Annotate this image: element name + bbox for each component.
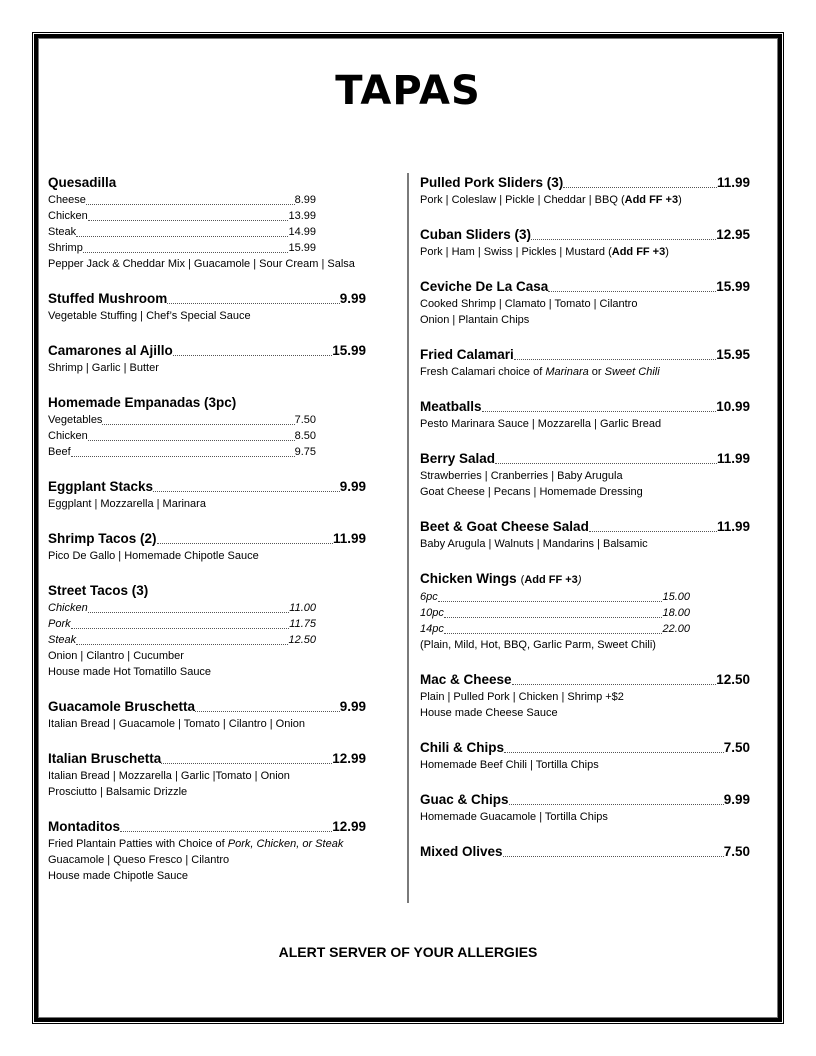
menu-item-montaditos xyxy=(48,818,393,884)
item-description: Onion | Plantain Chips xyxy=(420,314,530,326)
option-price: 15.00 xyxy=(662,591,690,603)
menu-item-guac-and-chips xyxy=(420,791,750,825)
option-label: 14pc xyxy=(420,623,444,635)
item-description: Baby Arugula | Walnuts | Mandarins | Balsamic xyxy=(420,538,648,550)
item-price: 7.50 xyxy=(723,740,750,755)
item-description xyxy=(420,244,750,260)
item-name: Mixed Olives xyxy=(420,844,503,859)
dot-leader xyxy=(153,490,340,492)
option-row xyxy=(48,412,316,428)
item-description: Italian Bread | Mozzarella | Garlic |Tomato | Onion xyxy=(48,770,290,782)
option-label: Chicken xyxy=(48,602,88,614)
item-name: Cuban Sliders (3) xyxy=(420,227,532,242)
item-description xyxy=(48,836,393,852)
menu-item-eggplant-stacks xyxy=(48,478,393,512)
description-italic: Sweet Chili xyxy=(604,366,660,378)
item-price: 12.50 xyxy=(716,672,750,687)
option-row xyxy=(48,444,316,460)
option-price: 18.00 xyxy=(662,607,690,619)
option-price: 11.75 xyxy=(289,618,316,630)
add-fries-note: Add FF +3 xyxy=(624,194,679,206)
option-label: Pork xyxy=(48,618,71,630)
description-text: Pork | Coleslaw | Pickle | Cheddar | BBQ ( xyxy=(420,194,625,206)
item-name: Quesadilla xyxy=(48,175,117,190)
dot-leader xyxy=(120,830,332,832)
option-price: 13.99 xyxy=(288,210,316,222)
menu-item-chili-and-chips xyxy=(420,739,750,773)
item-price: 9.99 xyxy=(339,479,366,494)
item-name: Camarones al Ajillo xyxy=(48,343,173,358)
menu-item-berry-salad xyxy=(420,450,750,500)
option-price: 15.99 xyxy=(288,242,316,254)
dot-leader xyxy=(173,354,332,356)
left-column xyxy=(48,174,393,902)
option-label: Beef xyxy=(48,446,71,458)
option-price: 11.00 xyxy=(289,602,316,614)
item-name: Street Tacos (3) xyxy=(48,583,149,598)
dot-leader xyxy=(88,611,290,613)
item-description: Pepper Jack & Cheddar Mix | Guacamole | Sour Cream | Salsa xyxy=(48,258,355,270)
option-row xyxy=(48,208,316,224)
item-price: 12.99 xyxy=(332,819,366,834)
item-name: Fried Calamari xyxy=(420,347,514,362)
note-text: Add FF +3 xyxy=(524,574,578,586)
item-description: Homemade Guacamole | Tortilla Chips xyxy=(420,811,608,823)
item-name: Homemade Empanadas (3pc) xyxy=(48,395,237,410)
menu-item-chicken-wings xyxy=(420,570,750,653)
menu-item-quesadilla xyxy=(48,174,393,272)
option-label: Steak xyxy=(48,634,77,646)
dot-leader xyxy=(438,600,663,602)
option-label: Chicken xyxy=(48,430,88,442)
menu-item-cuban-sliders xyxy=(420,226,750,260)
column-divider xyxy=(407,173,409,903)
option-label: Vegetables xyxy=(48,414,103,426)
item-name: Stuffed Mushroom xyxy=(48,291,168,306)
dot-leader xyxy=(157,542,333,544)
description-italic: Marinara xyxy=(545,366,589,378)
dot-leader xyxy=(514,358,716,360)
menu-title: TAPAS xyxy=(335,68,481,114)
item-price: 11.99 xyxy=(716,519,750,534)
item-description: Vegetable Stuffing | Chef’s Special Sauce xyxy=(48,310,251,322)
description-text: Fresh Calamari choice of xyxy=(420,366,546,378)
option-row xyxy=(48,192,316,208)
item-name: Eggplant Stacks xyxy=(48,479,154,494)
option-row xyxy=(48,224,316,240)
menu-item-meatballs xyxy=(420,398,750,432)
item-price: 9.99 xyxy=(339,291,366,306)
item-description: Prosciutto | Balsamic Drizzle xyxy=(48,786,188,798)
item-price: 7.50 xyxy=(723,844,750,859)
item-name: Ceviche De La Casa xyxy=(420,279,549,294)
dot-leader xyxy=(86,203,295,205)
item-price: 15.99 xyxy=(332,343,366,358)
menu-item-guacamole-bruschetta xyxy=(48,698,393,732)
item-name: Guac & Chips xyxy=(420,792,509,807)
item-name: Beet & Goat Cheese Salad xyxy=(420,519,589,534)
item-name: Chili & Chips xyxy=(420,740,504,755)
option-row xyxy=(420,589,690,605)
item-description: Shrimp | Garlic | Butter xyxy=(48,362,159,374)
note-paren: ( xyxy=(520,574,525,586)
dot-leader xyxy=(504,751,724,753)
option-label: Cheese xyxy=(48,194,86,206)
item-description xyxy=(420,364,750,380)
option-price: 14.99 xyxy=(288,226,316,238)
item-description: House made Hot Tomatillo Sauce xyxy=(48,666,212,678)
option-row xyxy=(48,600,316,616)
dot-leader xyxy=(88,219,289,221)
add-fries-note: Add FF +3 xyxy=(611,246,666,258)
item-description: House made Chipotle Sauce xyxy=(48,870,189,882)
description-text: Pork | Ham | Swiss | Pickles | Mustard ( xyxy=(420,246,612,258)
option-price: 9.75 xyxy=(294,446,316,458)
item-description: House made Cheese Sauce xyxy=(420,707,558,719)
option-price: 7.50 xyxy=(294,414,316,426)
item-price: 15.95 xyxy=(716,347,750,362)
option-price: 12.50 xyxy=(288,634,316,646)
menu-item-shrimp-tacos xyxy=(48,530,393,564)
item-name: Chicken Wings xyxy=(420,571,517,586)
menu-item-street-tacos xyxy=(48,582,393,680)
menu-item-beet-goat-cheese-salad xyxy=(420,518,750,552)
description-text: Fried Plantain Patties with Choice of xyxy=(48,838,228,850)
option-price: 8.99 xyxy=(294,194,316,206)
option-price: 22.00 xyxy=(662,623,690,635)
dot-leader xyxy=(76,643,288,645)
item-name: Montaditos xyxy=(48,819,120,834)
note-paren: ) xyxy=(577,574,582,586)
item-description: Pesto Marinara Sauce | Mozzarella | Garlic Bread xyxy=(420,418,662,430)
dot-leader xyxy=(71,627,290,629)
dot-leader xyxy=(548,290,716,292)
menu-item-empanadas xyxy=(48,394,393,460)
description-text: ) xyxy=(665,246,669,258)
menu-item-mixed-olives xyxy=(420,843,750,861)
option-row xyxy=(420,605,690,621)
dot-leader xyxy=(509,803,724,805)
option-row xyxy=(420,621,690,637)
item-description: (Plain, Mild, Hot, BBQ, Garlic Parm, Sweet Chili) xyxy=(420,639,656,651)
item-price: 15.99 xyxy=(716,279,750,294)
item-description: Homemade Beef Chili | Tortilla Chips xyxy=(420,759,599,771)
item-description: Eggplant | Mozzarella | Marinara xyxy=(48,498,206,510)
dot-leader xyxy=(589,530,717,532)
item-description: Pico De Gallo | Homemade Chipotle Sauce xyxy=(48,550,259,562)
option-row xyxy=(48,240,316,256)
item-description: Strawberries | Cranberries | Baby Arugula xyxy=(420,470,623,482)
menu-item-camarones xyxy=(48,342,393,376)
menu-item-mac-and-cheese xyxy=(420,671,750,721)
item-name: Shrimp Tacos (2) xyxy=(48,531,157,546)
option-row xyxy=(48,616,316,632)
option-label: 6pc xyxy=(420,591,438,603)
menu-item-ceviche xyxy=(420,278,750,328)
item-name: Italian Bruschetta xyxy=(48,751,162,766)
item-price: 11.99 xyxy=(716,451,750,466)
add-fries-note xyxy=(521,571,582,589)
item-price: 9.99 xyxy=(339,699,366,714)
dot-leader xyxy=(167,302,339,304)
item-name: Meatballs xyxy=(420,399,482,414)
item-price: 11.99 xyxy=(716,175,750,190)
item-description: Italian Bread | Guacamole | Tomato | Cilantro | Onion xyxy=(48,718,306,730)
description-text: or xyxy=(588,366,605,378)
menu-item-fried-calamari xyxy=(420,346,750,380)
dot-leader xyxy=(482,410,717,412)
description-italic: Pork, Chicken, or Steak xyxy=(227,838,344,850)
item-name: Mac & Cheese xyxy=(420,672,512,687)
item-description: Onion | Cilantro | Cucumber xyxy=(48,650,184,662)
allergy-notice: ALERT SERVER OF YOUR ALLERGIES xyxy=(278,944,538,960)
dot-leader xyxy=(512,683,717,685)
item-price: 12.95 xyxy=(716,227,750,242)
item-name: Pulled Pork Sliders (3) xyxy=(420,175,564,190)
dot-leader xyxy=(71,455,295,457)
dot-leader xyxy=(76,235,288,237)
menu-item-stuffed-mushroom xyxy=(48,290,393,324)
dot-leader xyxy=(88,439,295,441)
dot-leader xyxy=(195,710,340,712)
right-column xyxy=(420,174,750,879)
description-text: ) xyxy=(678,194,682,206)
item-description: Guacamole | Queso Fresco | Cilantro xyxy=(48,854,230,866)
dot-leader xyxy=(563,186,717,188)
dot-leader xyxy=(161,762,332,764)
dot-leader xyxy=(495,462,717,464)
dot-leader xyxy=(444,616,663,618)
dot-leader xyxy=(503,855,724,857)
option-label: Shrimp xyxy=(48,242,83,254)
option-label: 10pc xyxy=(420,607,444,619)
item-name: Berry Salad xyxy=(420,451,496,466)
option-price: 8.50 xyxy=(294,430,316,442)
menu-item-pulled-pork-sliders xyxy=(420,174,750,208)
option-row xyxy=(48,632,316,648)
item-price: 11.99 xyxy=(332,531,366,546)
dot-leader xyxy=(444,632,663,634)
item-description: Goat Cheese | Pecans | Homemade Dressing xyxy=(420,486,643,498)
item-description: Plain | Pulled Pork | Chicken | Shrimp +$2 xyxy=(420,691,624,703)
menu-item-italian-bruschetta xyxy=(48,750,393,800)
option-label: Steak xyxy=(48,226,77,238)
option-row xyxy=(48,428,316,444)
item-description: Cooked Shrimp | Clamato | Tomato | Cilantro xyxy=(420,298,638,310)
item-price: 9.99 xyxy=(723,792,750,807)
dot-leader xyxy=(531,238,716,240)
option-label: Chicken xyxy=(48,210,88,222)
item-price: 10.99 xyxy=(716,399,750,414)
dot-leader xyxy=(83,251,289,253)
item-price: 12.99 xyxy=(332,751,366,766)
item-description xyxy=(420,192,750,208)
dot-leader xyxy=(102,423,294,425)
item-name: Guacamole Bruschetta xyxy=(48,699,196,714)
